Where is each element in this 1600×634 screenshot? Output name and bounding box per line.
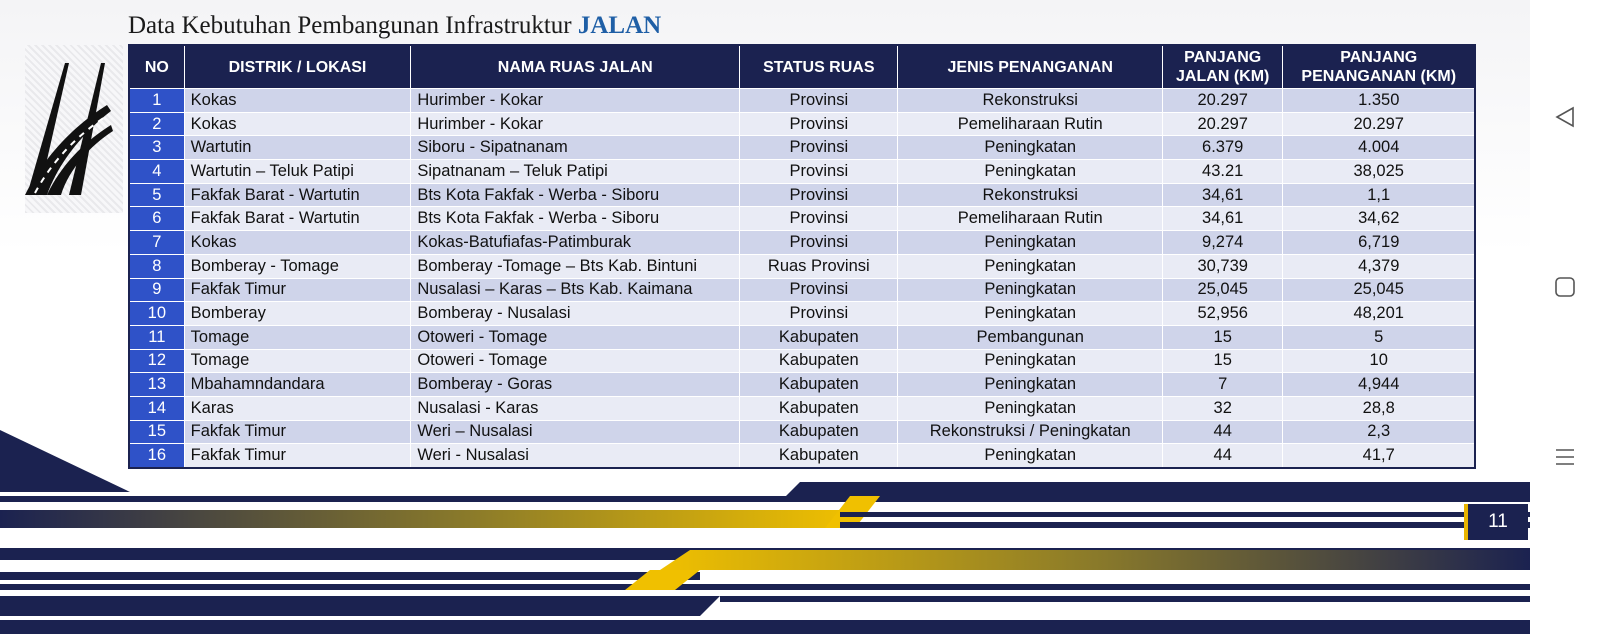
table-row [129, 373, 1475, 397]
cell-panjang-jalan: 15 [1162, 349, 1283, 373]
cell-distrik: Fakfak Timur [184, 444, 411, 468]
cell-distrik: Fakfak Barat - Wartutin [184, 183, 411, 207]
cell-jenis: Peningkatan [898, 160, 1163, 184]
recents-icon[interactable] [1548, 440, 1582, 474]
col-header-panjang-penanganan: PANJANG PENANGANAN (KM) [1283, 45, 1475, 89]
cell-jenis: Peningkatan [898, 278, 1163, 302]
cell-no: 11 [129, 325, 184, 349]
cell-panjang-penanganan: 5 [1283, 325, 1475, 349]
cell-distrik: Fakfak Timur [184, 420, 411, 444]
cell-nama-ruas: Weri – Nusalasi [411, 420, 740, 444]
cell-no: 4 [129, 160, 184, 184]
cell-no: 13 [129, 373, 184, 397]
cell-nama-ruas: Otoweri - Tomage [411, 325, 740, 349]
cell-no: 3 [129, 136, 184, 160]
table-row [129, 278, 1475, 302]
cell-panjang-jalan: 32 [1162, 396, 1283, 420]
cell-panjang-jalan: 30,739 [1162, 254, 1283, 278]
cell-nama-ruas: Siboru - Sipatnanam [411, 136, 740, 160]
cell-no: 12 [129, 349, 184, 373]
cell-status: Provinsi [740, 183, 898, 207]
cell-nama-ruas: Hurimber - Kokar [411, 112, 740, 136]
cell-panjang-jalan: 44 [1162, 420, 1283, 444]
cell-status: Provinsi [740, 302, 898, 326]
cell-no: 10 [129, 302, 184, 326]
cell-distrik: Karas [184, 396, 411, 420]
back-icon[interactable] [1548, 100, 1582, 134]
cell-distrik: Kokas [184, 89, 411, 113]
cell-status: Kabupaten [740, 373, 898, 397]
cell-panjang-penanganan: 4,379 [1283, 254, 1475, 278]
cell-status: Provinsi [740, 112, 898, 136]
cell-panjang-penanganan: 2,3 [1283, 420, 1475, 444]
col-header-no: NO [129, 45, 184, 89]
cell-panjang-penanganan: 34,62 [1283, 207, 1475, 231]
cell-panjang-jalan: 15 [1162, 325, 1283, 349]
cell-status: Kabupaten [740, 325, 898, 349]
cell-panjang-jalan: 6.379 [1162, 136, 1283, 160]
cell-no: 1 [129, 89, 184, 113]
cell-panjang-jalan: 52,956 [1162, 302, 1283, 326]
cell-no: 16 [129, 444, 184, 468]
cell-status: Kabupaten [740, 444, 898, 468]
cell-nama-ruas: Hurimber - Kokar [411, 89, 740, 113]
table-row [129, 136, 1475, 160]
table-row [129, 112, 1475, 136]
cell-distrik: Kokas [184, 231, 411, 255]
cell-nama-ruas: Bomberay - Goras [411, 373, 740, 397]
cell-panjang-penanganan: 4,944 [1283, 373, 1475, 397]
cell-panjang-jalan: 44 [1162, 444, 1283, 468]
road-logo-icon [25, 45, 123, 213]
cell-nama-ruas: Weri - Nusalasi [411, 444, 740, 468]
cell-nama-ruas: Nusalasi – Karas – Bts Kab. Kaimana [411, 278, 740, 302]
cell-status: Ruas Provinsi [740, 254, 898, 278]
cell-status: Provinsi [740, 136, 898, 160]
cell-jenis: Pembangunan [898, 325, 1163, 349]
title-accent: JALAN [577, 12, 662, 39]
table-row [129, 183, 1475, 207]
page-number: 11 [1464, 504, 1528, 540]
cell-status: Provinsi [740, 207, 898, 231]
cell-distrik: Wartutin – Teluk Patipi [184, 160, 411, 184]
table-row [129, 207, 1475, 231]
cell-status: Provinsi [740, 278, 898, 302]
cell-jenis: Pemeliharaan Rutin [898, 207, 1163, 231]
cell-distrik: Fakfak Timur [184, 278, 411, 302]
cell-distrik: Tomage [184, 349, 411, 373]
table-row [129, 349, 1475, 373]
cell-status: Provinsi [740, 160, 898, 184]
col-header-status: STATUS RUAS [740, 45, 898, 89]
cell-distrik: Tomage [184, 325, 411, 349]
cell-status: Kabupaten [740, 349, 898, 373]
table-row [129, 231, 1475, 255]
cell-distrik: Mbahamndandara [184, 373, 411, 397]
cell-jenis: Peningkatan [898, 444, 1163, 468]
cell-no: 9 [129, 278, 184, 302]
cell-nama-ruas: Bomberay - Nusalasi [411, 302, 740, 326]
android-nav-bar [1530, 0, 1600, 634]
cell-no: 5 [129, 183, 184, 207]
cell-no: 6 [129, 207, 184, 231]
home-icon[interactable] [1548, 270, 1582, 304]
cell-panjang-jalan: 25,045 [1162, 278, 1283, 302]
col-header-jenis: JENIS PENANGANAN [898, 45, 1163, 89]
cell-jenis: Peningkatan [898, 136, 1163, 160]
cell-jenis: Pemeliharaan Rutin [898, 112, 1163, 136]
table-row [129, 396, 1475, 420]
decorative-stripes [0, 420, 1530, 634]
cell-panjang-penanganan: 38,025 [1283, 160, 1475, 184]
table-row [129, 325, 1475, 349]
table-row [129, 89, 1475, 113]
cell-jenis: Rekonstruksi [898, 89, 1163, 113]
cell-nama-ruas: Kokas-Batufiafas-Patimburak [411, 231, 740, 255]
cell-panjang-penanganan: 20.297 [1283, 112, 1475, 136]
cell-nama-ruas: Bomberay -Tomage – Bts Kab. Bintuni [411, 254, 740, 278]
cell-nama-ruas: Bts Kota Fakfak - Werba - Siboru [411, 183, 740, 207]
table-row [129, 160, 1475, 184]
cell-no: 15 [129, 420, 184, 444]
cell-no: 2 [129, 112, 184, 136]
cell-panjang-penanganan: 1.350 [1283, 89, 1475, 113]
cell-panjang-penanganan: 1,1 [1283, 183, 1475, 207]
table-header-row [129, 45, 1475, 89]
cell-jenis: Rekonstruksi [898, 183, 1163, 207]
cell-panjang-penanganan: 41,7 [1283, 444, 1475, 468]
cell-nama-ruas: Bts Kota Fakfak - Werba - Siboru [411, 207, 740, 231]
cell-jenis: Peningkatan [898, 349, 1163, 373]
cell-panjang-jalan: 34,61 [1162, 207, 1283, 231]
cell-panjang-penanganan: 10 [1283, 349, 1475, 373]
cell-status: Kabupaten [740, 396, 898, 420]
cell-panjang-jalan: 7 [1162, 373, 1283, 397]
cell-panjang-penanganan: 6,719 [1283, 231, 1475, 255]
cell-distrik: Fakfak Barat - Wartutin [184, 207, 411, 231]
road-data-table [128, 44, 1476, 469]
table-row [129, 302, 1475, 326]
cell-jenis: Peningkatan [898, 254, 1163, 278]
cell-nama-ruas: Nusalasi - Karas [411, 396, 740, 420]
cell-panjang-jalan: 20.297 [1162, 89, 1283, 113]
cell-nama-ruas: Sipatnanam – Teluk Patipi [411, 160, 740, 184]
cell-panjang-penanganan: 48,201 [1283, 302, 1475, 326]
cell-no: 7 [129, 231, 184, 255]
table-row [129, 254, 1475, 278]
cell-status: Provinsi [740, 231, 898, 255]
cell-distrik: Kokas [184, 112, 411, 136]
cell-panjang-penanganan: 25,045 [1283, 278, 1475, 302]
cell-status: Kabupaten [740, 420, 898, 444]
cell-status: Provinsi [740, 89, 898, 113]
cell-panjang-jalan: 20.297 [1162, 112, 1283, 136]
cell-panjang-jalan: 43.21 [1162, 160, 1283, 184]
cell-jenis: Peningkatan [898, 373, 1163, 397]
col-header-distrik: DISTRIK / LOKASI [184, 45, 411, 89]
cell-panjang-penanganan: 28,8 [1283, 396, 1475, 420]
cell-jenis: Peningkatan [898, 302, 1163, 326]
cell-distrik: Bomberay [184, 302, 411, 326]
slide-title [128, 12, 661, 40]
cell-panjang-jalan: 9,274 [1162, 231, 1283, 255]
cell-no: 14 [129, 396, 184, 420]
cell-panjang-penanganan: 4.004 [1283, 136, 1475, 160]
col-header-nama-ruas: NAMA RUAS JALAN [411, 45, 740, 89]
title-text: Data Kebutuhan Pembangunan Infrastruktur [128, 12, 572, 39]
col-header-panjang-jalan: PANJANG JALAN (KM) [1162, 45, 1283, 89]
cell-jenis: Peningkatan [898, 231, 1163, 255]
cell-nama-ruas: Otoweri - Tomage [411, 349, 740, 373]
cell-distrik: Bomberay - Tomage [184, 254, 411, 278]
cell-no: 8 [129, 254, 184, 278]
cell-distrik: Wartutin [184, 136, 411, 160]
cell-jenis: Rekonstruksi / Peningkatan [898, 420, 1163, 444]
cell-panjang-jalan: 34,61 [1162, 183, 1283, 207]
cell-jenis: Peningkatan [898, 396, 1163, 420]
